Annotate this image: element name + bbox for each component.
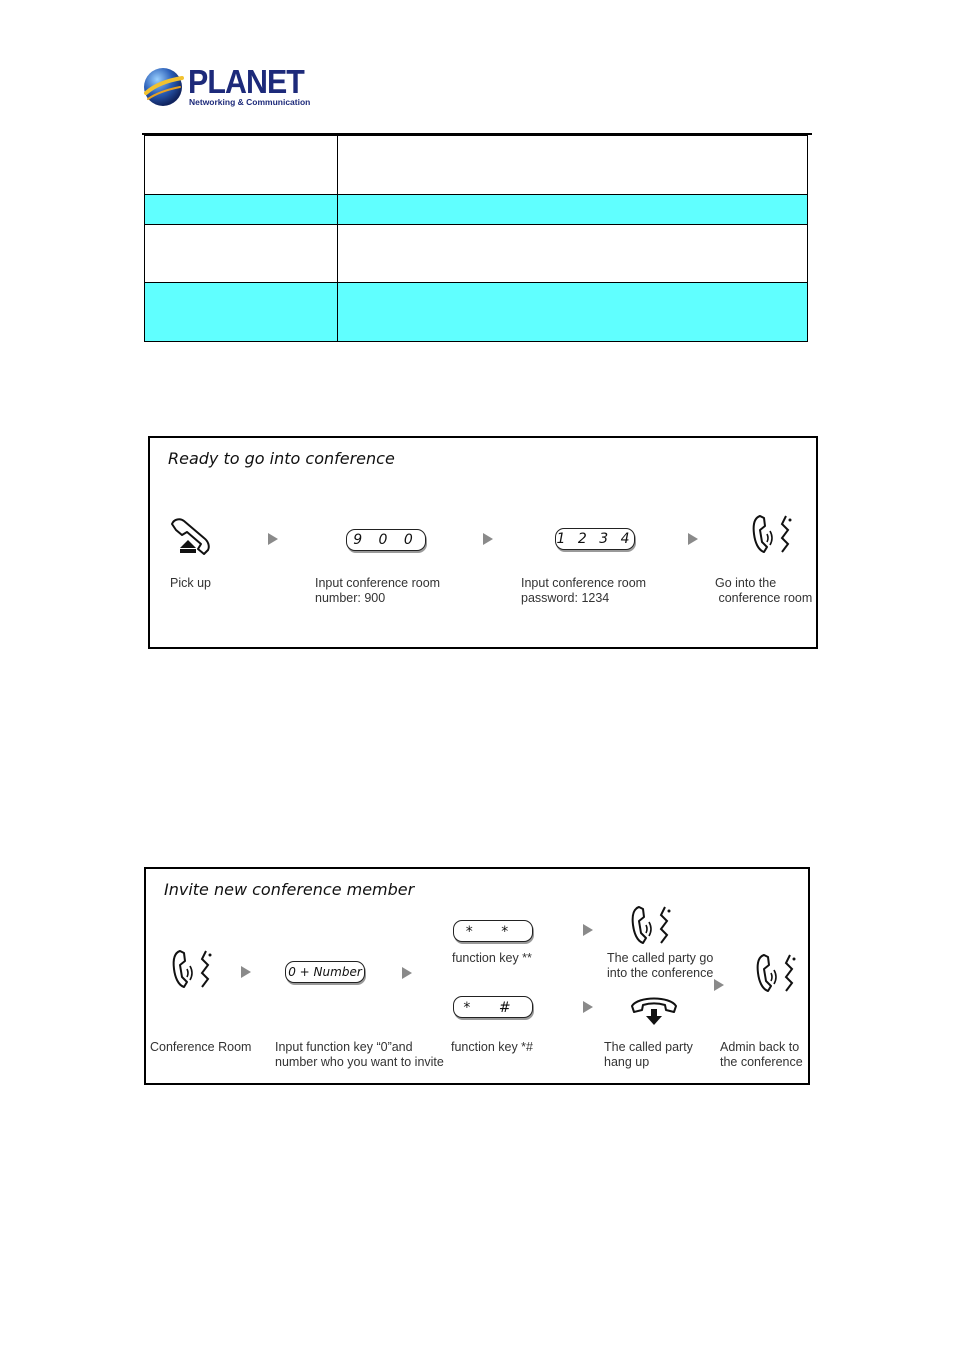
key-900: 9 0 0 — [346, 529, 426, 551]
arrow-right-icon — [688, 533, 698, 545]
step-caption: Conference Room — [150, 1040, 252, 1054]
step-caption: Pick up — [170, 576, 211, 590]
step-caption: function key *# — [451, 1040, 533, 1054]
logo-wordmark: PLANET — [188, 63, 304, 100]
table-cell — [338, 195, 808, 225]
table-cell — [338, 225, 808, 283]
key-star-star: * * — [453, 920, 533, 942]
table-cell — [338, 283, 808, 342]
phone-talking-icon — [750, 512, 796, 556]
step-caption: Input conference room password: 1234 — [521, 576, 647, 605]
diagram-title: Invite new conference member — [164, 880, 415, 899]
table-cell — [145, 136, 338, 195]
arrow-right-icon — [483, 533, 493, 545]
phone-talking-icon — [629, 903, 675, 947]
step-caption: The called party go into the conference — [607, 951, 714, 980]
arrow-right-icon — [583, 924, 593, 936]
table-row — [145, 136, 808, 195]
step-caption: Admin back to the conference — [720, 1040, 803, 1069]
invite-member-diagram — [144, 867, 810, 1085]
key-0-plus-number: 0 + Number — [285, 961, 365, 983]
arrow-right-icon — [241, 966, 251, 978]
globe-icon — [142, 66, 184, 108]
table-row — [145, 195, 808, 225]
key-1234: 1 2 3 4 — [555, 528, 635, 550]
phone-pickup-icon — [168, 516, 216, 556]
table-cell — [338, 136, 808, 195]
table-cell — [145, 225, 338, 283]
arrow-right-icon — [402, 967, 412, 979]
table-cell — [145, 195, 338, 225]
step-caption: Go into the conference room — [715, 576, 813, 605]
key-star-hash: * # — [453, 996, 533, 1018]
phone-talking-icon — [170, 947, 216, 991]
table-row — [145, 225, 808, 283]
table-row — [145, 283, 808, 342]
step-caption: function key ** — [452, 951, 532, 965]
arrow-right-icon — [583, 1001, 593, 1013]
phone-hangup-icon — [628, 994, 680, 1028]
arrow-right-icon — [268, 533, 278, 545]
ready-conference-diagram — [148, 436, 818, 649]
arrow-right-icon — [714, 979, 724, 991]
info-table — [144, 135, 808, 342]
logo-tagline: Networking & Communication — [189, 97, 311, 107]
step-caption: The called party hang up — [604, 1040, 693, 1069]
step-caption: Input conference room number: 900 — [315, 576, 441, 605]
step-caption: Input function key “0”and number who you want to invite — [275, 1040, 444, 1069]
diagram-title: Ready to go into conference — [168, 449, 395, 468]
table-cell — [145, 283, 338, 342]
phone-talking-icon — [754, 951, 800, 995]
planet-logo — [142, 64, 312, 112]
